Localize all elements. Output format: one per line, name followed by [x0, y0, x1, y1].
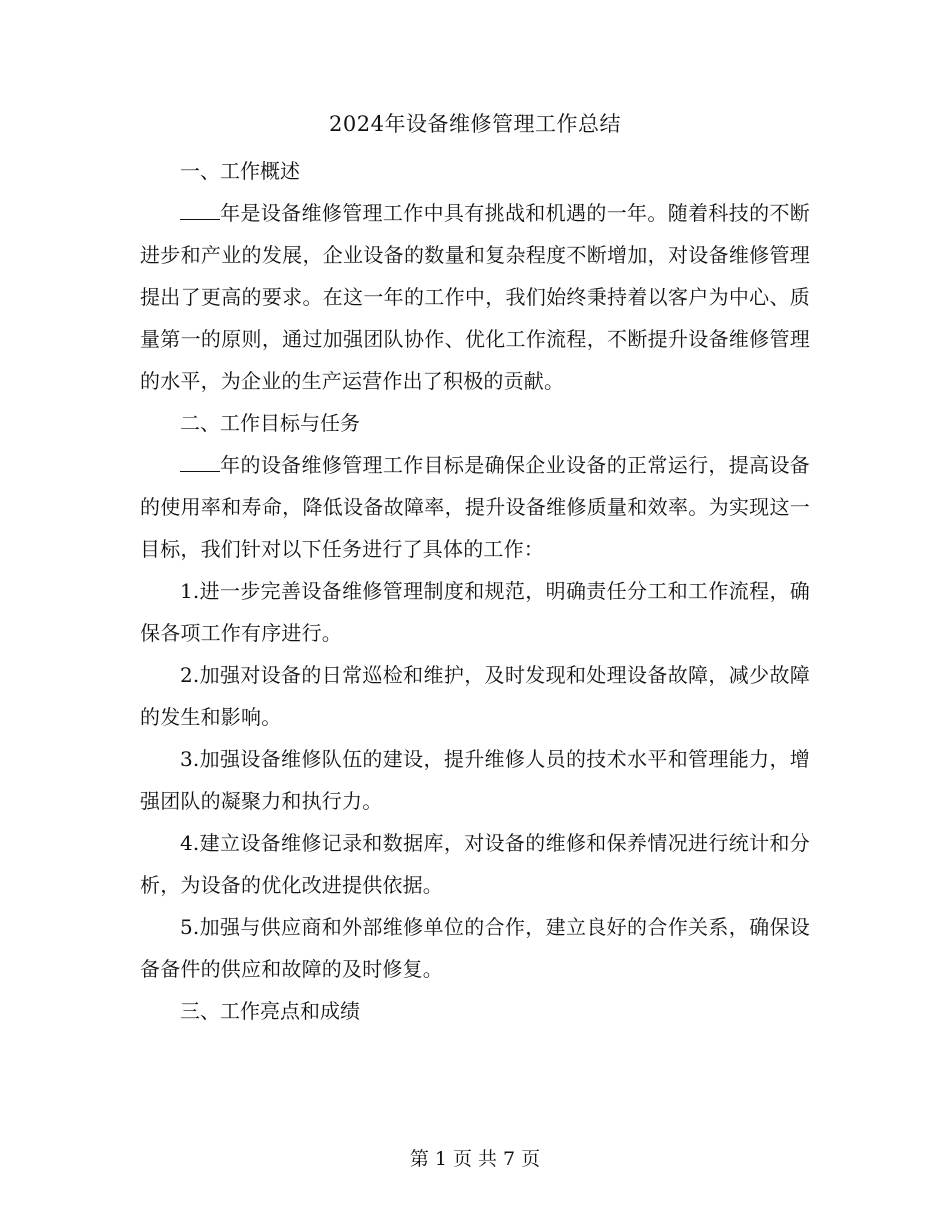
paragraph-overview-text: 年是设备维修管理工作中具有挑战和机遇的一年。随着科技的不断进步和产业的发展，企业设备的数量和复杂程度不断增加，对设备维修管理提出了更高的要求。在这一年的工作中，我们始终秉持着以客户为中心、质量第一的原则，通过加强团队协作、优化工作流程，不断提升设备维修管理的水平，为企业的生产运营作出了积极的贡献。	[140, 201, 810, 393]
document-title: 2024年设备维修管理工作总结	[329, 112, 621, 136]
list-item-5: 5.加强与供应商和外部维修单位的合作，建立良好的合作关系，确保设备备件的供应和故障的及时修复。	[140, 915, 810, 981]
section-heading-highlights: 三、工作亮点和成绩	[180, 999, 360, 1023]
paragraph-goals-text: 年的设备维修管理工作目标是确保企业设备的正常运行，提高设备的使用率和寿命，降低设备故障率，提升设备维修质量和效率。为实现这一目标，我们针对以下任务进行了具体的工作：	[140, 453, 810, 561]
paragraph-goals	[140, 444, 810, 570]
list-item-1: 1.进一步完善设备维修管理制度和规范，明确责任分工和工作流程，确保各项工作有序进行。	[140, 579, 810, 645]
document-body	[140, 150, 810, 1032]
list-item-2: 2.加强对设备的日常巡检和维护，及时发现和处理设备故障，减少故障的发生和影响。	[140, 663, 810, 729]
page-footer: 第 1 页 共 7 页	[409, 1148, 541, 1170]
fill-in-blank	[180, 453, 220, 472]
list-item-3: 3.加强设备维修队伍的建设，提升维修人员的技术水平和管理能力，增强团队的凝聚力和执行力。	[140, 747, 810, 813]
section-heading-goals: 二、工作目标与任务	[180, 411, 360, 435]
fill-in-blank	[180, 201, 220, 220]
section-heading-overview: 一、工作概述	[180, 159, 300, 183]
paragraph-overview	[140, 192, 810, 402]
list-item-4: 4.建立设备维修记录和数据库，对设备的维修和保养情况进行统计和分析，为设备的优化改进提供依据。	[140, 831, 810, 897]
